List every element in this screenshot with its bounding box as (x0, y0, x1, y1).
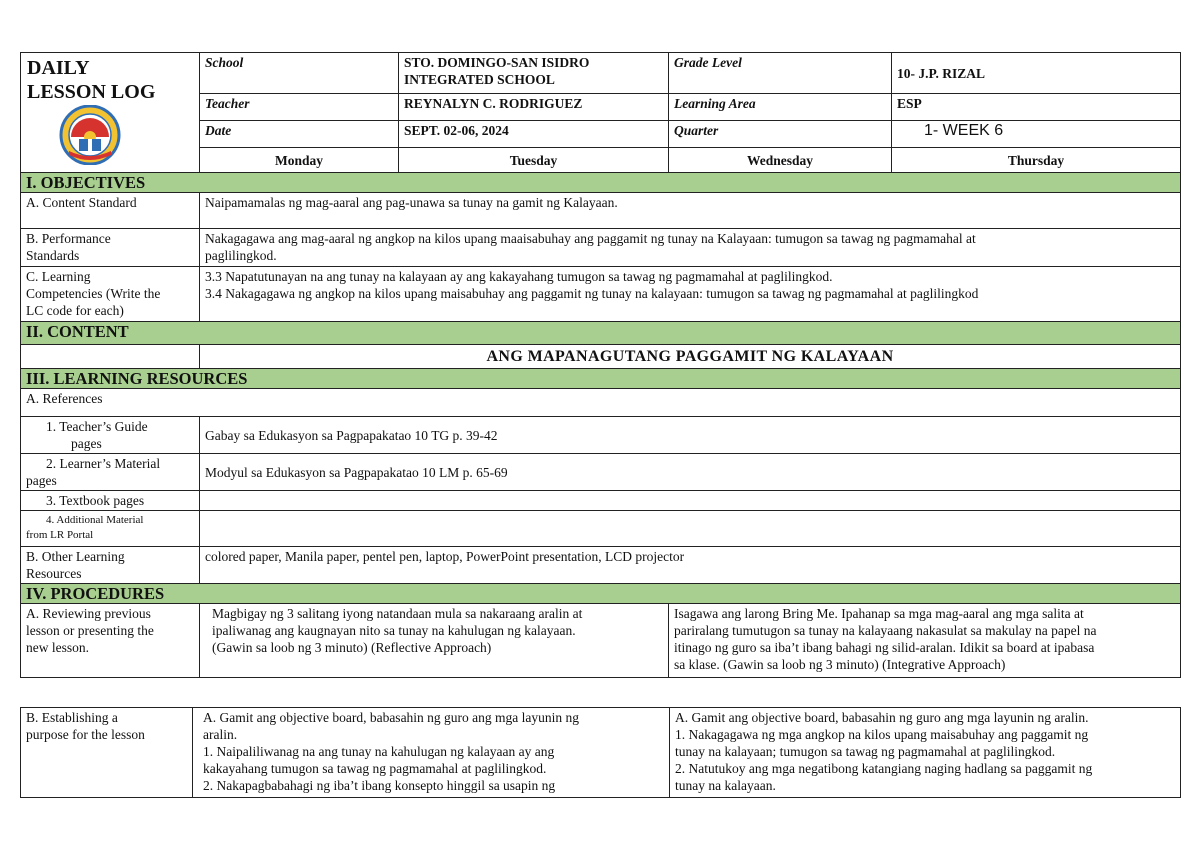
review-mon-line1: Magbigay ng 3 salitang iyong natandaan mula sa nakaraang aralin at (212, 606, 583, 621)
area-label: Learning Area (669, 94, 892, 121)
review-label (21, 604, 200, 678)
purpose-wed-line1: A. Gamit ang objective board, babasahin ng guro ang mga layunin ng aralin. (675, 710, 1089, 725)
competency-1: 3.3 Napatutunayan na ang tunay na kalayaan ay ang kakayahang tumugon sa tawag ng pagmamahal at paglilingkod. (205, 269, 833, 284)
purpose-wed-line4: 2. Natutukoy ang mga negatibong katangiang naging hadlang sa paggamit ng (675, 761, 1093, 776)
performance-value (200, 229, 1181, 267)
school-value (399, 53, 669, 94)
purpose-wednesday (670, 708, 1181, 798)
review-wed-line3: itinago ng guro sa iba’t ibang bahagi ng silid-aralan. Idikit sa board at ipabasa (674, 640, 1095, 655)
day-wednesday: Wednesday (669, 148, 892, 173)
lesson-topic: ANG MAPANAGUTANG PAGGAMIT NG KALAYAAN (200, 345, 1181, 369)
school-value-line1: STO. DOMINGO-SAN ISIDRO (404, 55, 590, 70)
lm-value (200, 454, 1181, 491)
procedures-continued-table (20, 707, 1181, 798)
lm-label-line1: 2. Learner’s Material (46, 456, 161, 471)
grade-value (892, 53, 1181, 94)
tg-label-line2: pages (71, 436, 102, 451)
tg-value (200, 417, 1181, 454)
competencies-label-line1: C. Learning (26, 269, 91, 284)
content-standard-value: Naipamamalas ng mag-aaral ang pag-unawa sa tunay na gamit ng Kalayaan. (200, 193, 1181, 229)
competencies-label (21, 267, 200, 322)
teacher-value: REYNALYN C. RODRIGUEZ (399, 94, 669, 121)
other-resources-value: colored paper, Manila paper, pentel pen, laptop, PowerPoint presentation, LCD projector (200, 547, 1181, 584)
quarter-label: Quarter (669, 121, 892, 148)
review-label-line3: new lesson. (26, 640, 89, 655)
purpose-monday (193, 708, 670, 798)
performance-line1: Nakagagawa ang mag-aaral ng angkop na kilos upang maaisabuhay ang paggamit ng tunay na Kalayaan: tumugon sa tawag ng pagmamahal at (205, 231, 976, 246)
section-content: II. CONTENT (21, 322, 1181, 345)
lesson-log-table (20, 52, 1181, 678)
review-label-line2: lesson or presenting the (26, 623, 154, 638)
purpose-label (21, 708, 193, 798)
performance-label-line1: B. Performance (26, 231, 111, 246)
doc-title-line2: LESSON LOG (27, 81, 156, 103)
tg-label-line1: 1. Teacher’s Guide (46, 419, 148, 434)
purpose-mon-line2: aralin. (203, 727, 238, 742)
review-wednesday (669, 604, 1181, 678)
purpose-label-line1: B. Establishing a (26, 710, 118, 725)
purpose-mon-line1: A. Gamit ang objective board, babasahin ng guro ang mga layunin ng (203, 710, 580, 725)
school-label: School (200, 53, 399, 94)
review-mon-line2: ipaliwanag ang kaugnayan nito sa tunay na kahulugan ng kalayaan. (212, 623, 576, 638)
section-resources: III. LEARNING RESOURCES (21, 369, 1181, 389)
day-thursday: Thursday (892, 148, 1181, 173)
additional-label-line1: 4. Additional Material (46, 514, 144, 526)
purpose-label-line2: purpose for the lesson (26, 727, 145, 742)
textbook-value (200, 491, 1181, 511)
other-label-line2: Resources (26, 566, 82, 581)
review-mon-line3: (Gawin sa loob ng 3 minuto) (Reflective Approach) (212, 640, 492, 655)
grade-label: Grade Level (669, 53, 892, 94)
performance-line2: paglilingkod. (205, 248, 277, 263)
day-monday: Monday (200, 148, 399, 173)
purpose-mon-line4: kakayahang tumugon sa tawag ng pagmamahal at paglilingkod. (203, 761, 547, 776)
area-value: ESP (892, 94, 1181, 121)
purpose-mon-line5: 2. Nakapagbabahagi ng iba’t ibang konsepto hinggil sa usapin ng (203, 778, 556, 793)
review-wed-line1: Isagawa ang larong Bring Me. Ipahanap sa mga mag-aaral ang mga salita at (674, 606, 1084, 621)
competencies-label-line2: Competencies (Write the (26, 286, 161, 301)
section-objectives: I. OBJECTIVES (21, 173, 1181, 193)
lm-label-line2: pages (26, 473, 57, 488)
content-standard-label: A. Content Standard (21, 193, 200, 229)
additional-label (21, 511, 200, 547)
content-blank-label (21, 345, 200, 369)
performance-label-line2: Standards (26, 248, 80, 263)
quarter-value (892, 121, 1181, 148)
date-value: SEPT. 02-06, 2024 (399, 121, 669, 148)
competencies-value (200, 267, 1181, 322)
textbook-label-text: 3. Textbook pages (46, 493, 145, 508)
doc-title-line1: DAILY (27, 57, 90, 79)
purpose-mon-line3: 1. Naipaliliwanag na ang tunay na kahulugan ng kalayaan ay ang (203, 744, 555, 759)
additional-label-line2: from LR Portal (26, 529, 94, 541)
purpose-wed-line5: tunay na kalayaan. (675, 778, 776, 793)
review-wed-line2: pariralang tumutugon sa tunay na kalayaang nakasulat sa makulay na papel na (674, 623, 1097, 638)
lm-label (21, 454, 200, 491)
lm-value-text: Modyul sa Edukasyon sa Pagpapakatao 10 LM p. 65-69 (205, 464, 508, 480)
header-title-cell (21, 53, 200, 173)
competencies-label-line3: LC code for each) (26, 303, 124, 318)
review-label-line1: A. Reviewing previous (26, 606, 151, 621)
tg-label (21, 417, 200, 454)
references-label: A. References (21, 389, 1181, 417)
other-resources-label (21, 547, 200, 584)
grade-value-text: 10- J.P. RIZAL (897, 65, 986, 81)
purpose-wed-line3: tunay na kalayaan; tumugon sa tawag ng pagmamahal at paglilingkod. (675, 744, 1056, 759)
additional-value (200, 511, 1181, 547)
school-value-line2: INTEGRATED SCHOOL (404, 72, 555, 87)
other-label-line1: B. Other Learning (26, 549, 125, 564)
quarter-value-text: 1- WEEK 6 (924, 122, 1004, 140)
tg-value-text: Gabay sa Edukasyon sa Pagpapakatao 10 TG p. 39-42 (205, 427, 498, 443)
review-monday (200, 604, 669, 678)
review-wed-line4: sa klase. (Gawin sa loob ng 3 minuto) (Integrative Approach) (674, 657, 1006, 672)
textbook-label (21, 491, 200, 511)
performance-label (21, 229, 200, 267)
competency-2: 3.4 Nakagagawa ng angkop na kilos upang maisabuhay ang paggamit ng tunay na kalayaan: tumugon sa tawag ng pagmamahal at paglilingkod (205, 286, 979, 301)
teacher-label: Teacher (200, 94, 399, 121)
section-procedures: IV. PROCEDURES (21, 584, 1181, 604)
date-label: Date (200, 121, 399, 148)
purpose-wed-line2: 1. Nakagagawa ng mga angkop na kilos upang maisabuhay ang paggamit ng (675, 727, 1089, 742)
day-tuesday: Tuesday (399, 148, 669, 173)
school-seal-icon (57, 105, 123, 165)
